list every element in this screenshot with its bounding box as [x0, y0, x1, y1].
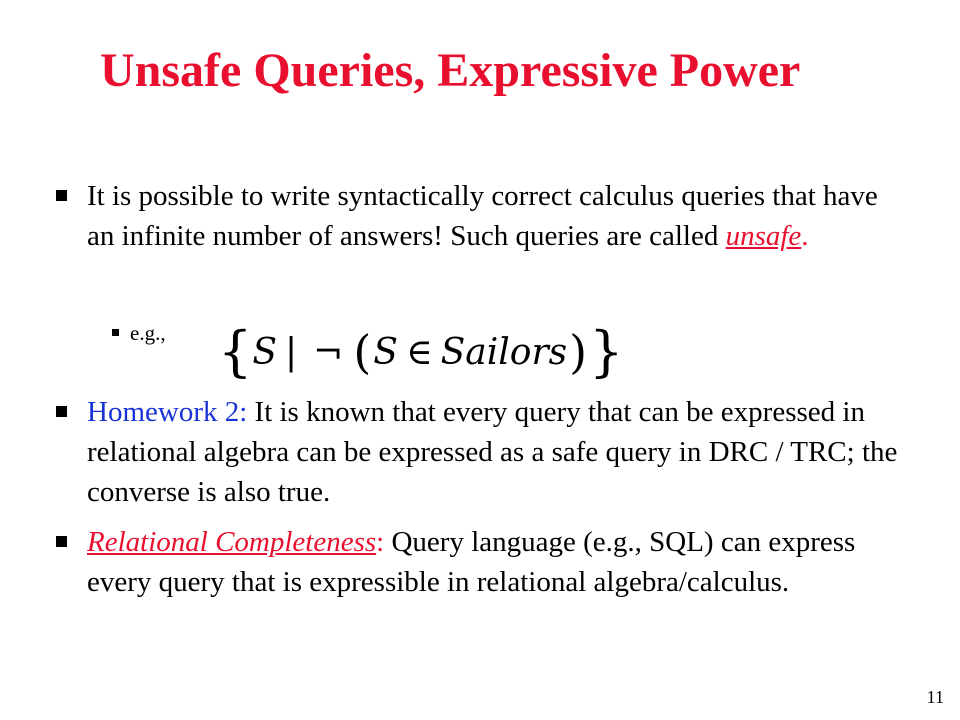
right-brace: }: [589, 320, 624, 383]
example-label: e.g.,: [130, 321, 166, 345]
formula-var2: S: [373, 331, 398, 373]
bullet-text: Homework 2: It is known that every query that can be expressed in relational algebra can be expressed as a safe query in DRC / TRC; the converse is also true.: [87, 396, 898, 508]
bullet-relational-completeness: [52, 522, 912, 602]
homework-label: Homework 2:: [87, 396, 248, 428]
formula-elem: ∈: [405, 331, 433, 373]
example-subbullet: [112, 318, 166, 348]
square-bullet-icon: [56, 536, 67, 547]
term-unsafe: unsafe: [725, 220, 802, 252]
bullet-text: It is possible to write syntactically correct calculus queries that have an infinite number of answers! Such queries are called unsafe.: [87, 180, 878, 252]
bullet-homework: [52, 392, 912, 512]
bullet-unsafe-queries: [52, 176, 912, 256]
small-square-bullet-icon: [112, 329, 119, 336]
unsafe-query-formula: [218, 322, 623, 382]
slide-title: Unsafe Queries, Expressive Power: [100, 44, 801, 97]
right-paren: ): [569, 325, 588, 379]
left-brace: {: [218, 320, 253, 383]
bullet-text: Relational Completeness: Query language (e.g., SQL) can express every query that is expressible in relational algebra/calculus.: [87, 526, 856, 598]
formula-set: Sailors: [440, 331, 568, 373]
formula-bar: |: [285, 331, 298, 373]
term-relational-completeness: Relational Completeness: [87, 526, 377, 558]
page-number: 11: [926, 687, 944, 707]
formula-var: S: [252, 331, 278, 373]
formula-not: ¬: [313, 331, 344, 373]
square-bullet-icon: [56, 190, 67, 201]
square-bullet-icon: [56, 406, 67, 417]
left-paren: (: [353, 325, 372, 379]
